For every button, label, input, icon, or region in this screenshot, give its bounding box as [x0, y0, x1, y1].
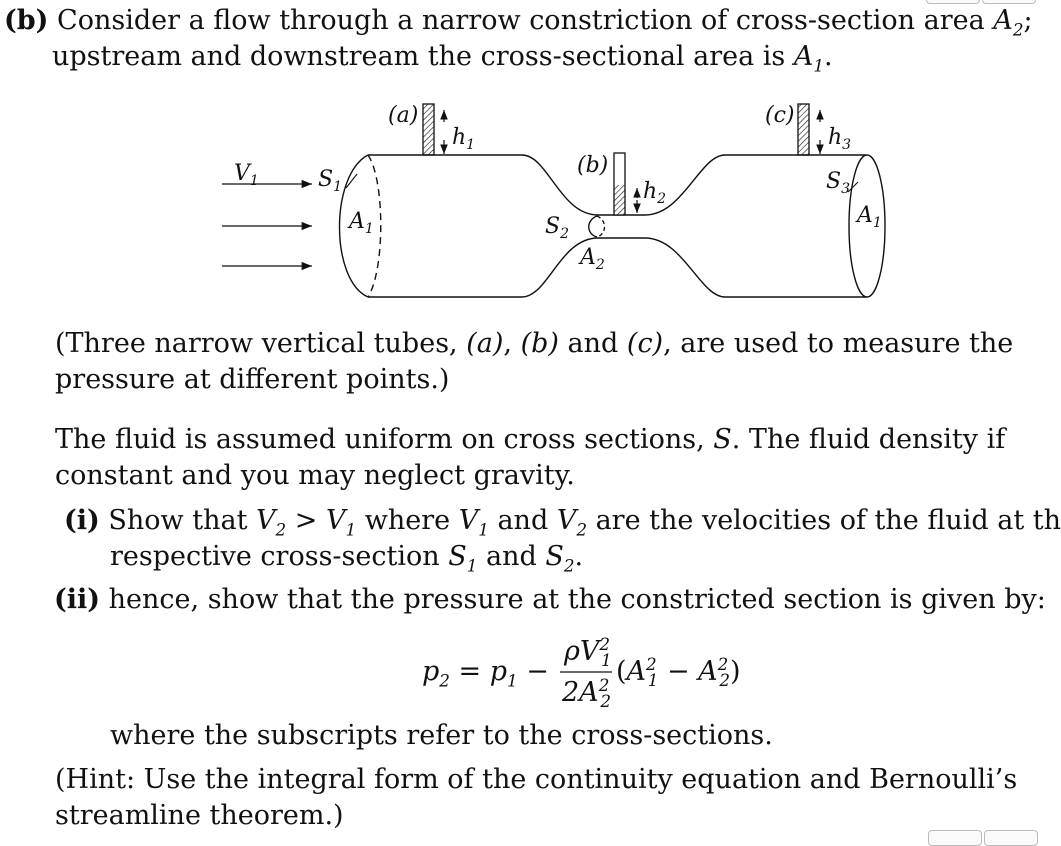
corner-control-right[interactable]: [984, 830, 1038, 846]
sub-question-i: (i) Show that $V_2 > V_1$ where $V_1$ and $V_2$ are the velocities of the fluid at th: [64, 505, 1061, 540]
tube-c: [798, 104, 809, 155]
label-s3: $S_3$: [826, 169, 850, 197]
intro-text: Consider a flow through a narrow constriction of cross-section area: [57, 5, 985, 36]
intro-line-2: upstream and downstream the cross-sectional area is $A_1$.: [52, 41, 833, 76]
label-h3: $h_3$: [828, 125, 852, 153]
tubes-note-line-2: pressure at different points.): [55, 364, 450, 395]
label-tube-a: (a): [388, 103, 419, 128]
corner-control-left[interactable]: [928, 830, 982, 846]
label-h2: $h_2$: [643, 179, 667, 207]
hint-line-2: streamline theorem.): [55, 800, 344, 831]
label-a1-right: $A_1$: [857, 203, 882, 231]
top-control-right[interactable]: [982, 0, 1036, 4]
equation-denominator: $2A^2_2$: [562, 675, 611, 712]
tube-b: [614, 153, 625, 215]
sub-question-ii: (ii) hence, show that the pressure at the constricted section is given by:: [54, 584, 1046, 615]
intro-line-1: (b) Consider a flow through a narrow constriction of cross-section area $A_2$;: [4, 5, 1033, 40]
equation-numerator: $\rho V^2_1$: [564, 634, 612, 671]
part-label: (b): [4, 5, 49, 36]
equation-lhs: $p_2 = p_1$ −: [422, 656, 549, 691]
where-text: where the subscripts refer to the cross-sections.: [110, 720, 773, 751]
label-v1: $V_1$: [234, 161, 259, 189]
pipe-outline: [340, 155, 886, 297]
equation-bracket: $(A^2_1 - A^2_2)$: [616, 654, 741, 691]
top-control-left[interactable]: [926, 0, 980, 4]
sym-a1: $A_1$: [793, 41, 825, 76]
tube-a: [423, 104, 434, 155]
sym-a2: $A_2$: [993, 5, 1024, 40]
velocity-arrows: [222, 184, 312, 266]
label-a1-left: $A_1$: [349, 209, 374, 237]
hint-line-1: (Hint: Use the integral form of the continuity equation and Bernoulli’s: [55, 764, 1018, 795]
label-a2: $A_2$: [580, 245, 605, 273]
height-arrows: [444, 110, 820, 213]
label-s1: $S_1$: [318, 167, 342, 195]
tubes-note-line-1: (Three narrow vertical tubes, (a), (b) and (c), are used to measure the: [55, 328, 1014, 359]
assumption-line-1: The fluid is assumed uniform on cross sections, S. The fluid density if: [55, 424, 1006, 455]
assumption-line-2: constant and you may neglect gravity.: [55, 460, 575, 491]
sub-question-i-line-2: respective cross-section $S_1$ and $S_2$.: [110, 541, 584, 576]
intro-line-2-text: upstream and downstream the cross-sectional area is: [52, 41, 786, 72]
label-h1: $h_1$: [452, 125, 476, 153]
label-s2: $S_2$: [545, 214, 569, 242]
label-tube-c: (c): [765, 103, 795, 128]
label-tube-b: (b): [577, 153, 609, 178]
